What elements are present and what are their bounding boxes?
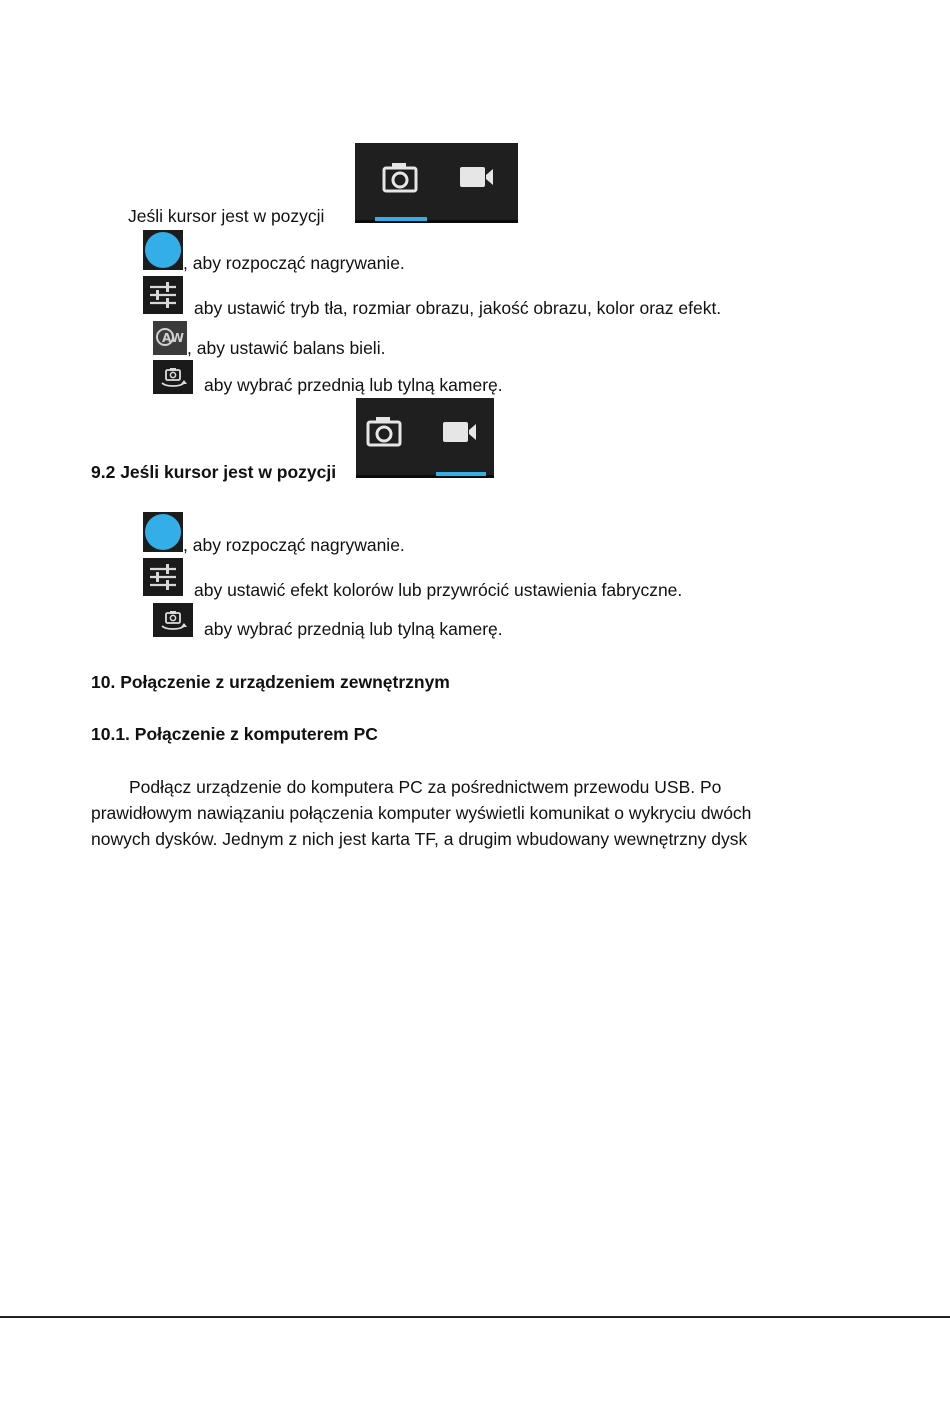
settings-instruction: aby ustawić efekt kolorów lub przywrócić ustawienia fabryczne.: [194, 580, 683, 600]
record-instruction: , aby rozpocząć nagrywanie.: [183, 253, 405, 273]
video-camera-icon[interactable]: [443, 422, 477, 444]
record-instruction: , aby rozpocząć nagrywanie.: [183, 535, 405, 555]
section-9-2-heading: 9.2 Jeśli kursor jest w pozycji: [91, 462, 337, 482]
settings-instruction: aby ustawić tryb tła, rozmiar obrazu, jakość obrazu, kolor oraz efekt.: [194, 298, 722, 318]
active-mode-underline: [375, 217, 427, 221]
wb-glyph: AW: [162, 331, 184, 345]
active-mode-underline: [436, 472, 486, 476]
cursor-position-text: Jeśli kursor jest w pozycji: [128, 206, 325, 226]
white-balance-instruction: , aby ustawić balans bieli.: [187, 338, 386, 358]
switch-camera-icon: [153, 360, 193, 394]
record-button-icon: [143, 230, 183, 270]
switch-camera-instruction: aby wybrać przednią lub tylną kamerę.: [204, 375, 503, 395]
section-10-heading: 10. Połączenie z urządzeniem zewnętrznym: [91, 672, 450, 692]
paragraph-line-2: prawidłowym nawiązaniu połączenia komputer wyświetli komunikat o wykryciu dwóch: [91, 803, 752, 823]
section-10-1-heading: 10.1. Połączenie z komputerem PC: [91, 724, 378, 744]
switch-camera-icon: [153, 603, 193, 637]
sliders-icon: [143, 276, 183, 314]
page-footer-rule: [0, 1316, 950, 1318]
paragraph-line-1: Podłącz urządzenie do komputera PC za pośrednictwem przewodu USB. Po: [129, 777, 722, 797]
video-camera-icon[interactable]: [460, 167, 494, 189]
sliders-icon: [143, 558, 183, 596]
record-button-icon: [143, 512, 183, 552]
paragraph-line-3: nowych dysków. Jednym z nich jest karta TF, a drugim wbudowany wewnętrzny dysk: [91, 829, 748, 849]
camera-icon[interactable]: [384, 163, 418, 193]
camera-icon[interactable]: [368, 417, 402, 447]
camera-icon: [736, 143, 776, 177]
auto-white-balance-icon: [153, 321, 187, 355]
switch-camera-instruction: aby wybrać przednią lub tylną kamerę.: [204, 619, 503, 639]
